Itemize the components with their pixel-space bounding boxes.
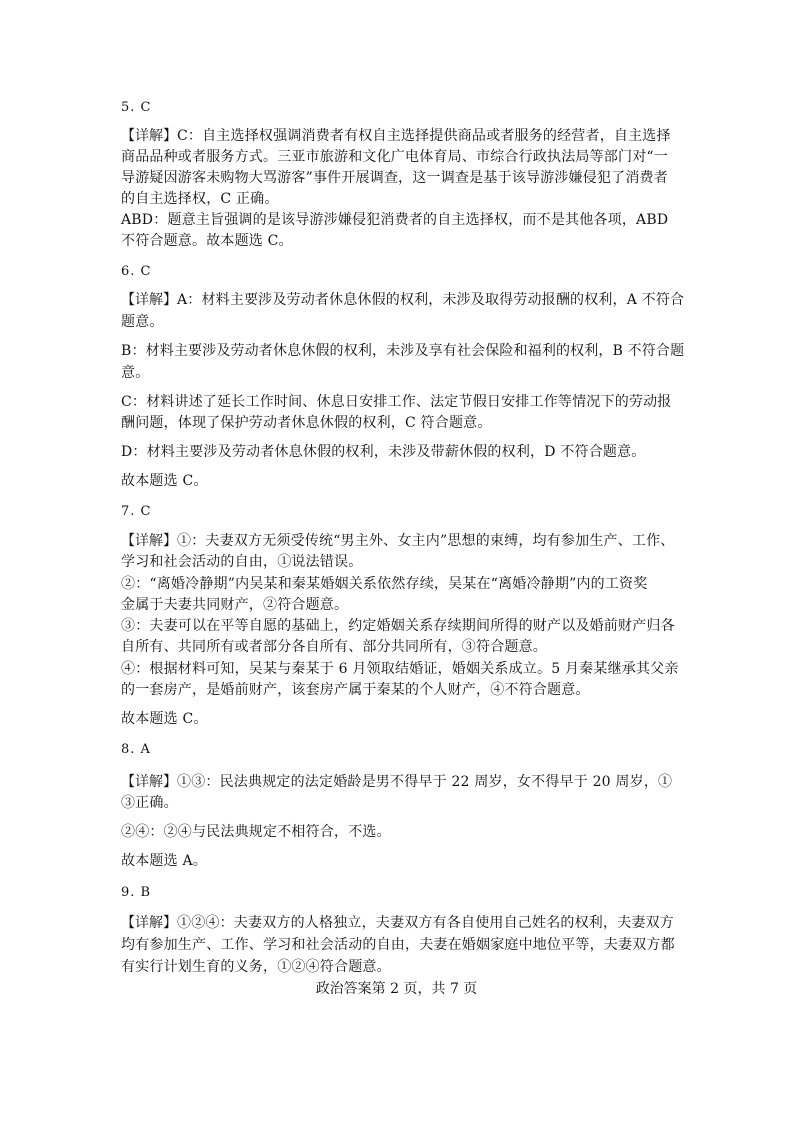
question-5-line: 商品品种或者服务方式。三亚市旅游和文化广电体育局、市综合行政执法局等部门对“一	[121, 149, 668, 165]
question-7-line: ②：“离婚冷静期”内吴某和秦某婚姻关系依然存续，吴某在“离婚冷静期”内的工资奖	[121, 576, 648, 592]
question-7-conclusion: 故本题选 C。	[121, 711, 208, 727]
question-5-line: 不符合题意。故本题选 C。	[121, 233, 293, 249]
question-6-conclusion: 故本题选 C。	[121, 473, 208, 489]
question-7-number: 7. C	[121, 504, 152, 519]
question-7-line: 学习和社会活动的自由，①说法错误。	[121, 554, 363, 570]
question-5-line: 的自主选择权，C 正确。	[121, 191, 279, 207]
question-8-conclusion: 故本题选 A。	[121, 853, 207, 869]
detail-tag: 【详解】	[121, 915, 177, 931]
question-6-explanation-line	[121, 290, 684, 310]
question-6-line: 酬问题，体现了保护劳动者休息休假的权利，C 符合题意。	[121, 415, 492, 431]
question-6-line: B：材料主要涉及劳动者休息休假的权利，未涉及享有社会保险和福利的权利，B 不符合题	[121, 343, 685, 359]
question-7-line: 金属于夫妻共同财产，②符合题意。	[121, 597, 349, 613]
question-8-line: ②④：②④与民法典规定不相符合，不选。	[121, 824, 391, 840]
question-7-line: 的一套房产，是婚前财产，该套房产属于秦某的个人财产，④不符合题意。	[121, 682, 590, 698]
question-7-explanation-line	[121, 531, 675, 551]
page-footer: 政治答案第 2 页，共 7 页	[315, 981, 478, 997]
question-6-line: C：材料讲述了延长工作时间、休息日安排工作、法定节假日安排工作等情况下的劳动报	[121, 394, 672, 410]
question-9-line: 有实行计划生育的义务，①②④符合题意。	[121, 959, 391, 975]
detail-tag: 【详解】	[121, 292, 177, 308]
question-5-line: ABD：题意主旨强调的是该导游涉嫌侵犯消费者的自主选择权，而不是其他各项，ABD	[121, 212, 669, 228]
question-7-text: ①：夫妻双方无须受传统“男主外、女主内”思想的束缚，均有参加生产、工作、	[177, 533, 675, 549]
question-9-explanation-line	[121, 913, 674, 933]
question-5-text: C：自主选择权强调消费者有权自主选择提供商品或者服务的经营者，自主选择	[177, 128, 671, 144]
question-8-number: 8. A	[121, 742, 151, 757]
question-7-line: ④：根据材料可知，吴某与秦某于 6 月领取结婚证，婚姻关系成立。5 月秦某继承其父亲	[121, 661, 679, 677]
question-8-explanation-line	[121, 772, 672, 792]
question-5-number: 5. C	[121, 100, 152, 115]
question-6-number: 6. C	[121, 264, 152, 279]
question-7-line: 自所有、共同所有或者部分各自所有、部分共同所有，③符合题意。	[121, 639, 547, 655]
question-9-text: ①②④：夫妻双方的人格独立，夫妻双方有各自使用自己姓名的权利，夫妻双方	[177, 915, 674, 931]
question-8-text: ①③：民法典规定的法定婚龄是男不得早于 22 周岁，女不得早于 20 周岁，①	[177, 774, 673, 790]
question-6-line: 题意。	[121, 314, 164, 330]
question-6-line: 意。	[121, 365, 150, 381]
question-5-line: 导游疑因游客未购物大骂游客”事件开展调查，这一调查是基于该导游涉嫌侵犯了消费者	[121, 170, 668, 186]
question-9-line: 均有参加生产、工作、学习和社会活动的自由，夫妻在婚姻家庭中地位平等，夫妻双方都	[121, 937, 675, 953]
question-5-explanation-line	[121, 126, 671, 146]
detail-tag: 【详解】	[121, 128, 177, 144]
detail-tag: 【详解】	[121, 774, 177, 790]
question-7-line: ③：夫妻可以在平等自愿的基础上，约定婚姻关系存续期间所得的财产以及婚前财产归各	[121, 618, 675, 634]
detail-tag: 【详解】	[121, 533, 177, 549]
question-9-number: 9. B	[121, 885, 152, 900]
question-6-line: D：材料主要涉及劳动者休息休假的权利，未涉及带薪休假的权利，D 不符合题意。	[121, 444, 646, 460]
question-8-line: ③正确。	[121, 795, 178, 811]
question-6-text: A：材料主要涉及劳动者休息休假的权利，未涉及取得劳动报酬的权利，A 不符合	[177, 292, 685, 308]
